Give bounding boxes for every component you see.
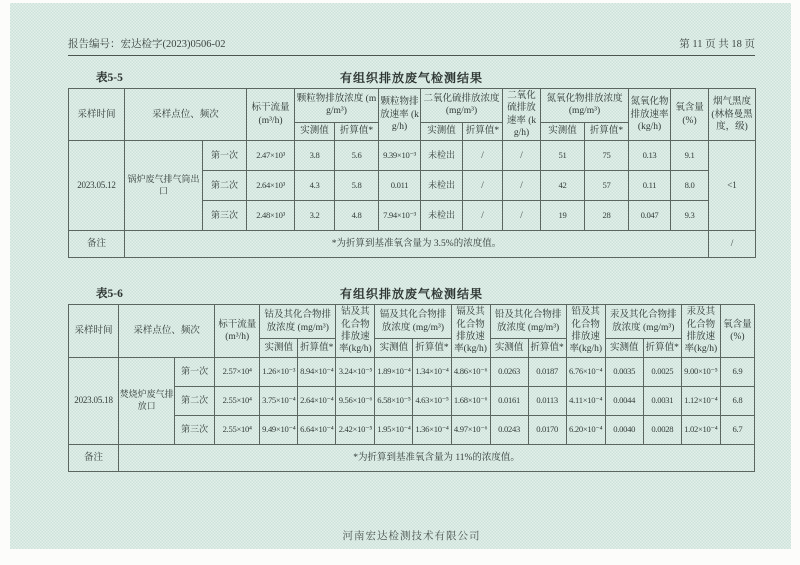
t56-h-cd-measured: 实测值	[375, 339, 413, 358]
t56-r2-cd-measured: 6.58×10⁻⁵	[375, 386, 413, 415]
t55-r1-o2: 9.1	[671, 141, 709, 171]
t56-h-hg-conc: 汞及其化合物排放浓度 (mg/m³)	[605, 305, 681, 339]
security-paper-background	[10, 3, 791, 549]
t56-r2-hg-measured: 0.0044	[605, 386, 643, 415]
t56-r3-hg-rate: 1.02×10⁻⁴	[681, 415, 720, 444]
t56-h-point-freq: 采样点位、频次	[119, 305, 215, 357]
t55-r2-so2-rate: /	[503, 171, 541, 201]
t55-h-pm-rate: 颗粒物排放速率 (kg/h)	[379, 89, 421, 141]
t56-h-o2: 氧含量 (%)	[720, 305, 754, 357]
t55-r3-pm-measured: 3.2	[295, 201, 335, 231]
t56-r1-co-measured: 1.26×10⁻³	[260, 357, 298, 386]
t56-h-pb-rate: 铅及其化合物排放速率(kg/h)	[566, 305, 605, 357]
t56-h-time: 采样时间	[69, 305, 119, 357]
t55-note-text: *为折算到基准氧含量为 3.5%的浓度值。	[125, 231, 709, 258]
t55-r3-pm-rate: 7.94×10⁻³	[379, 201, 421, 231]
t56-r3-freq: 第三次	[175, 415, 215, 444]
t55-sample-point: 锅炉废气排气筒出口	[125, 141, 203, 231]
table55-title: 有组织排放废气检测结果	[339, 71, 483, 85]
t56-h-pb-measured: 实测值	[490, 339, 528, 358]
page-indicator: 第 11 页 共 18 页	[679, 39, 755, 50]
t56-r1-o2: 6.9	[720, 357, 754, 386]
t56-r1-hg-rate: 9.00×10⁻⁵	[681, 357, 720, 386]
t55-sample-date: 2023.05.12	[69, 141, 125, 231]
t55-note-row	[69, 231, 756, 258]
t56-h-co-measured: 实测值	[260, 339, 298, 358]
t55-r2-nox-rate: 0.11	[629, 171, 671, 201]
t56-h-co-conc: 钴及其化合物排放浓度 (mg/m³)	[260, 305, 336, 339]
t55-h-blackness: 烟气黑度 (林格曼黑度，级)	[709, 89, 756, 141]
t56-r1-pb-converted: 0.0187	[528, 357, 566, 386]
t56-r3-cd-measured: 1.95×10⁻⁴	[375, 415, 413, 444]
t56-r2-freq: 第二次	[175, 386, 215, 415]
t56-r1-pb-rate: 6.76×10⁻⁴	[566, 357, 605, 386]
t55-r3-nox-converted: 28	[585, 201, 629, 231]
t56-r3-flow: 2.55×10⁴	[215, 415, 260, 444]
company-name-footer: 河南宏达检测技术有限公司	[342, 530, 481, 542]
page-header	[68, 3, 755, 51]
t55-r3-pm-converted: 4.8	[335, 201, 379, 231]
t56-note-text: *为折算到基准氧含量为 11%的浓度值。	[119, 444, 755, 471]
t55-r2-nox-converted: 57	[585, 171, 629, 201]
t55-r2-o2: 8.0	[671, 171, 709, 201]
t56-r2-flow: 2.55×10⁴	[215, 386, 260, 415]
t56-h-cd-rate: 镉及其化合物排放速率(kg/h)	[451, 305, 490, 357]
t56-r3-o2: 6.7	[720, 415, 754, 444]
t55-r3-so2-converted: /	[463, 201, 503, 231]
t55-r2-pm-converted: 5.8	[335, 171, 379, 201]
t56-r2-co-converted: 2.64×10⁻⁴	[298, 386, 336, 415]
t56-r2-co-measured: 3.75×10⁻⁴	[260, 386, 298, 415]
t56-note-label: 备注	[69, 444, 119, 471]
t55-r1-so2-rate: /	[503, 141, 541, 171]
t56-r3-pb-measured: 0.0243	[490, 415, 528, 444]
table-5-5	[68, 88, 756, 258]
t56-h-cd-conc: 镉及其化合物排放浓度 (mg/m³)	[375, 305, 451, 339]
t56-h-hg-rate: 汞及其化合物排放速率(kg/h)	[681, 305, 720, 357]
t55-r1-pm-converted: 5.6	[335, 141, 379, 171]
t56-r1-flow: 2.57×10⁴	[215, 357, 260, 386]
t56-r3-hg-converted: 0.0028	[643, 415, 681, 444]
t55-r3-so2-measured: 未检出	[421, 201, 463, 231]
t56-r3-cd-converted: 1.36×10⁻⁴	[413, 415, 451, 444]
t55-r1-pm-rate: 9.39×10⁻³	[379, 141, 421, 171]
t55-r2-so2-measured: 未检出	[421, 171, 463, 201]
t56-r1-cd-converted: 1.34×10⁻⁴	[413, 357, 451, 386]
t56-r2-cd-converted: 4.63×10⁻⁵	[413, 386, 451, 415]
t55-r1-so2-converted: /	[463, 141, 503, 171]
t56-r2-hg-converted: 0.0031	[643, 386, 681, 415]
t55-r2-pm-measured: 4.3	[295, 171, 335, 201]
table55-title-row	[68, 69, 755, 86]
t55-note-label: 备注	[69, 231, 125, 258]
t56-r2-hg-rate: 1.12×10⁻⁴	[681, 386, 720, 415]
header-divider	[68, 55, 755, 56]
t56-r3-co-measured: 9.49×10⁻⁴	[260, 415, 298, 444]
t56-r2-pb-measured: 0.0161	[490, 386, 528, 415]
t56-r3-cd-rate: 4.97×10⁻⁶	[451, 415, 490, 444]
t56-h-pb-conc: 铅及其化合物排放浓度 (mg/m³)	[490, 305, 566, 339]
t55-h-nox-rate: 氮氧化物排放速率 (kg/h)	[629, 89, 671, 141]
t56-h-hg-converted: 折算值*	[643, 339, 681, 358]
t55-data-row-1	[69, 141, 756, 171]
t56-r3-co-converted: 6.64×10⁻⁴	[298, 415, 336, 444]
t55-h-nox-conc: 氮氧化物排放浓度 (mg/m³)	[541, 89, 629, 123]
t55-r1-so2-measured: 未检出	[421, 141, 463, 171]
t56-r3-co-rate: 2.42×10⁻⁵	[336, 415, 375, 444]
t55-r3-flow: 2.48×10³	[247, 201, 295, 231]
t56-r3-hg-measured: 0.0040	[605, 415, 643, 444]
table56-label: 表5-6	[96, 288, 123, 301]
t55-h-so2-conc: 二氧化硫排放浓度 (mg/m³)	[421, 89, 503, 123]
t55-r2-freq: 第二次	[203, 171, 247, 201]
t56-data-row-1	[69, 357, 755, 386]
t56-h-co-rate: 钴及其化合物排放速率(kg/h)	[336, 305, 375, 357]
t55-h-pm-measured: 实测值	[295, 122, 335, 141]
t56-r2-o2: 6.8	[720, 386, 754, 415]
t56-header-row-1	[69, 305, 755, 339]
t56-note-row	[69, 444, 755, 471]
t56-r2-cd-rate: 1.68×10⁻⁶	[451, 386, 490, 415]
t55-r1-pm-measured: 3.8	[295, 141, 335, 171]
t56-r3-pb-rate: 6.20×10⁻⁴	[566, 415, 605, 444]
t56-r2-pb-rate: 4.11×10⁻⁴	[566, 386, 605, 415]
t55-note-blackness: /	[709, 231, 756, 258]
t55-h-so2-rate: 二氧化硫排放速率 (kg/h)	[503, 89, 541, 141]
t56-h-hg-measured: 实测值	[605, 339, 643, 358]
t55-r2-so2-converted: /	[463, 171, 503, 201]
t56-r3-pb-converted: 0.0170	[528, 415, 566, 444]
t56-r1-hg-converted: 0.0025	[643, 357, 681, 386]
table56-title: 有组织排放废气检测结果	[339, 287, 483, 302]
t55-r1-nox-converted: 75	[585, 141, 629, 171]
table55-label: 表5-5	[96, 72, 123, 84]
t55-r1-freq: 第一次	[203, 141, 247, 171]
t56-sample-date: 2023.05.18	[69, 357, 119, 444]
t55-r3-freq: 第三次	[203, 201, 247, 231]
t56-r1-co-rate: 3.24×10⁻⁵	[336, 357, 375, 386]
t55-h-so2-measured: 实测值	[421, 122, 463, 141]
t55-header-row-1	[69, 89, 756, 123]
t55-r3-nox-measured: 19	[541, 201, 585, 231]
t55-h-nox-converted: 折算值*	[585, 122, 629, 141]
t55-blackness-value: <1	[709, 141, 756, 231]
table-spacer	[68, 258, 755, 272]
t55-r1-nox-rate: 0.13	[629, 141, 671, 171]
t56-h-flow: 标干流量 (m³/h)	[215, 305, 260, 357]
t55-h-nox-measured: 实测值	[541, 122, 585, 141]
t56-h-pb-converted: 折算值*	[528, 339, 566, 358]
t56-r1-cd-measured: 1.89×10⁻⁴	[375, 357, 413, 386]
t56-h-cd-converted: 折算值*	[413, 339, 451, 358]
t55-h-flow: 标干流量 (m³/h)	[247, 89, 295, 141]
t56-r2-pb-converted: 0.0113	[528, 386, 566, 415]
t55-r3-nox-rate: 0.047	[629, 201, 671, 231]
t55-h-o2: 氧含量 (%)	[671, 89, 709, 141]
table56-title-row	[68, 285, 755, 302]
t55-h-time: 采样时间	[69, 89, 125, 141]
t55-r1-flow: 2.47×10³	[247, 141, 295, 171]
t55-r3-o2: 9.3	[671, 201, 709, 231]
t55-r2-pm-rate: 0.011	[379, 171, 421, 201]
report-number: 报告编号：宏达检字(2023)0506-02	[68, 39, 226, 50]
t55-h-pm-converted: 折算值*	[335, 122, 379, 141]
t55-r3-so2-rate: /	[503, 201, 541, 231]
table-5-6	[68, 304, 755, 471]
t56-r2-co-rate: 9.56×10⁻⁶	[336, 386, 375, 415]
t55-h-pm-conc: 颗粒物排放浓度 (mg/m³)	[295, 89, 379, 123]
t55-r1-nox-measured: 51	[541, 141, 585, 171]
t56-sample-point: 焚烧炉废气排放口	[119, 357, 175, 444]
t55-h-point-freq: 采样点位、频次	[125, 89, 247, 141]
t56-h-co-converted: 折算值*	[298, 339, 336, 358]
t55-h-so2-converted: 折算值*	[463, 122, 503, 141]
t56-r1-hg-measured: 0.0035	[605, 357, 643, 386]
t56-r1-pb-measured: 0.0263	[490, 357, 528, 386]
t55-r2-nox-measured: 42	[541, 171, 585, 201]
t56-r1-freq: 第一次	[175, 357, 215, 386]
t56-r1-cd-rate: 4.86×10⁻⁶	[451, 357, 490, 386]
t55-r2-flow: 2.64×10³	[247, 171, 295, 201]
t56-r1-co-converted: 8.94×10⁻⁴	[298, 357, 336, 386]
